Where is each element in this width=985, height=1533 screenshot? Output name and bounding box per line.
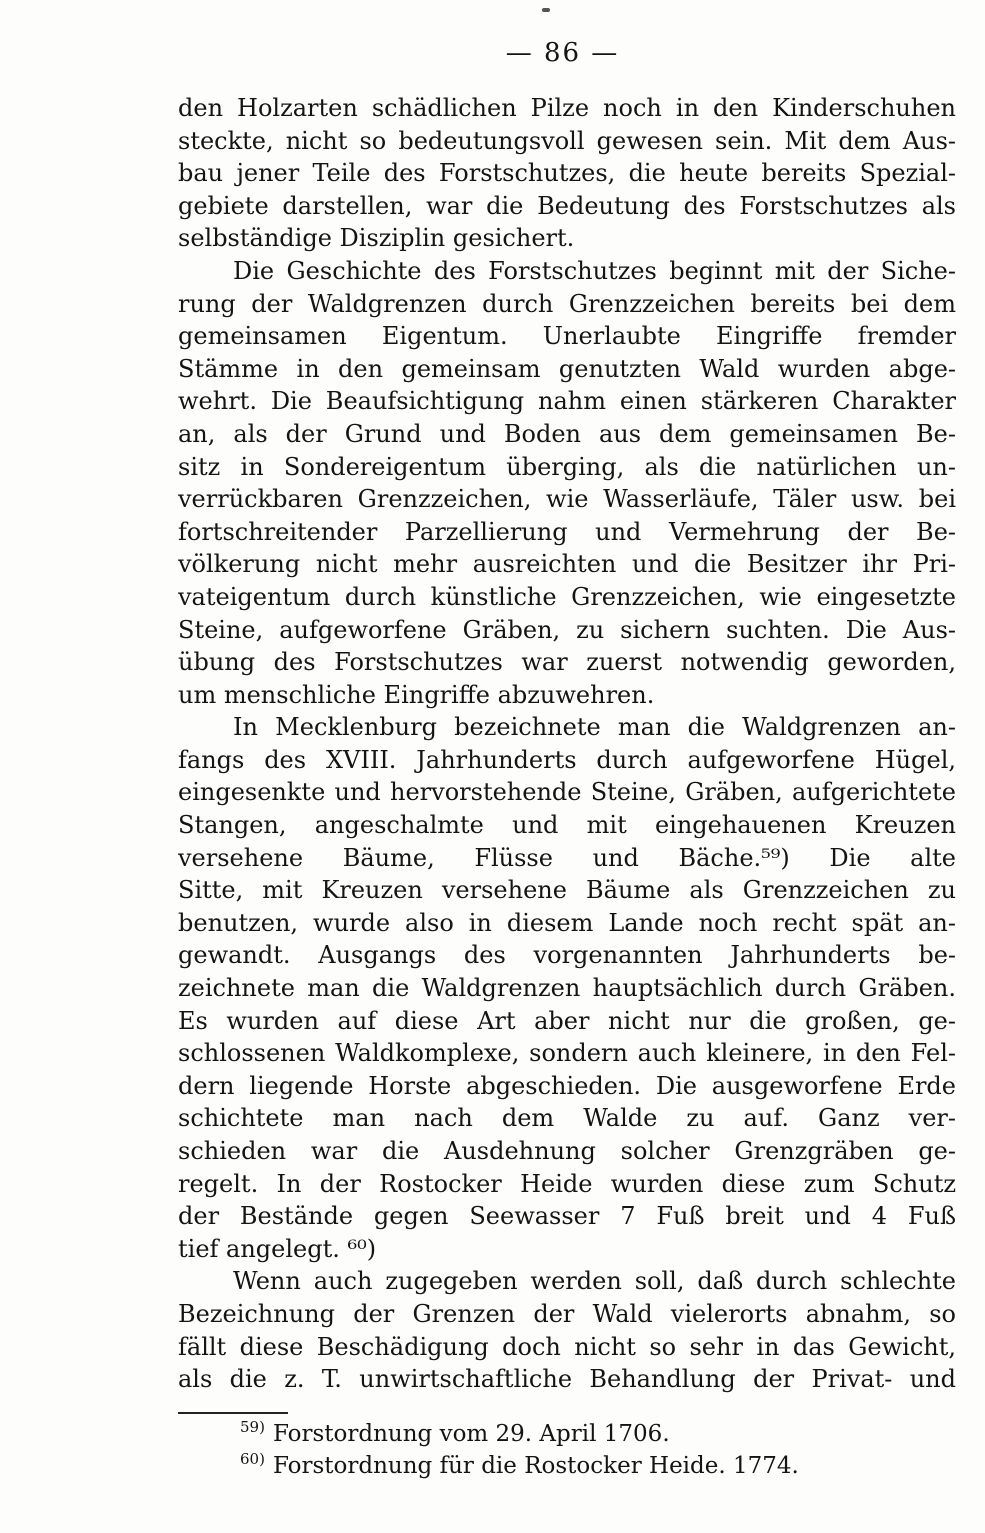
text-line: Stämme in den gemeinsam genutzten Wald wurden abge- (178, 354, 956, 383)
text-line: Stangen, angeschalmte und mit eingehauenen Kreuzen (178, 811, 956, 840)
text-line: eingesenkte und hervorstehende Steine, Gräben, aufgerichtete (178, 778, 956, 807)
footnote-59 (240, 1418, 940, 1450)
text-line: gemeinsamen Eigentum. Unerlaubte Eingriffe fremder (178, 322, 956, 351)
text-line: sitz in Sondereigentum überging, als die natürlichen un- (178, 452, 956, 481)
page-number: — 86 — (505, 38, 620, 68)
text-line: als die z. T. unwirtschaftliche Behandlung der Privat- und (178, 1365, 956, 1394)
text-line: versehene Bäume, Flüsse und Bäche.⁵⁹) Die alte (178, 843, 956, 872)
text-line: fortschreitender Parzellierung und Vermehrung der Be- (178, 517, 956, 546)
text-line: völkerung nicht mehr ausreichten und die Besitzer ihr Pri- (178, 550, 956, 579)
text-line: vateigentum durch künstliche Grenzzeichen, wie eingesetzte (178, 582, 956, 611)
text-line: tief angelegt. ⁶⁰) (178, 1234, 377, 1263)
text-line: schichtete man nach dem Walde zu auf. Ganz ver- (178, 1104, 956, 1133)
footnote-60 (240, 1450, 940, 1482)
footnote-marker: 60) (240, 1450, 265, 1469)
text-line: der Bestände gegen Seewasser 7 Fuß breit und 4 Fuß (178, 1202, 956, 1231)
text-line: bau jener Teile des Forstschutzes, die heute bereits Spezial- (178, 159, 956, 188)
text-line: fällt diese Beschädigung doch nicht so sehr in das Gewicht, (178, 1332, 956, 1361)
text-line: zeichnete man die Waldgrenzen hauptsächlich durch Gräben. (178, 974, 956, 1003)
text-line: verrückbaren Grenzzeichen, wie Wasserläufe, Täler usw. bei (178, 485, 956, 514)
text-line: selbständige Disziplin gesichert. (178, 224, 575, 253)
text-line: den Holzarten schädlichen Pilze noch in den Kinderschuhen (178, 94, 956, 122)
text-line: dern liegende Horste abgeschieden. Die ausgeworfene Erde (178, 1071, 956, 1100)
text-line: gebiete darstellen, war die Bedeutung des Forstschutzes als (178, 191, 956, 220)
ink-speck (542, 8, 550, 12)
text-line: Steine, aufgeworfene Gräben, zu sichern suchten. Die Aus- (178, 615, 956, 644)
text-line: Wenn auch zugegeben werden soll, daß durch schlechte (233, 1267, 956, 1296)
text-line: regelt. In der Rostocker Heide wurden diese zum Schutz (178, 1169, 956, 1198)
body-text (178, 92, 956, 1396)
text-line: schlossenen Waldkomplexe, sondern auch kleinere, in den Fel- (178, 1039, 956, 1068)
text-line: fangs des XVIII. Jahrhunderts durch aufgeworfene Hügel, (178, 745, 956, 774)
text-line: Es wurden auf diese Art aber nicht nur die großen, ge- (178, 1006, 956, 1035)
footnote-divider (178, 1412, 288, 1414)
text-line: schieden war die Ausdehnung solcher Grenzgräben ge- (178, 1137, 956, 1165)
footnote-text: Forstordnung für die Rostocker Heide. 1774. (272, 1453, 799, 1479)
text-line: steckte, nicht so bedeutungsvoll gewesen sein. Mit dem Aus- (178, 126, 956, 155)
text-line: gewandt. Ausgangs des vorgenannten Jahrhunderts be- (178, 941, 956, 970)
text-line: rung der Waldgrenzen durch Grenzzeichen bereits bei dem (178, 289, 956, 318)
text-line: benutzen, wurde also in diesem Lande noch recht spät an- (178, 908, 956, 937)
text-line: Sitte, mit Kreuzen versehene Bäume als Grenzzeichen zu (178, 876, 956, 905)
text-line: an, als der Grund und Boden aus dem gemeinsamen Be- (178, 419, 956, 448)
footnote-marker: 59) (240, 1418, 265, 1437)
footnote-text: Forstordnung vom 29. April 1706. (272, 1421, 670, 1447)
text-line: wehrt. Die Beaufsichtigung nahm einen stärkeren Charakter (178, 387, 956, 416)
text-line: Bezeichnung der Grenzen der Wald vielerorts abnahm, so (178, 1299, 956, 1328)
text-line: In Mecklenburg bezeichnete man die Waldgrenzen an- (233, 713, 956, 742)
text-line: um menschliche Eingriffe abzuwehren. (178, 680, 655, 709)
text-line: übung des Forstschutzes war zuerst notwendig geworden, (178, 648, 956, 677)
footnotes (240, 1418, 940, 1482)
text-line: Die Geschichte des Forstschutzes beginnt mit der Siche- (233, 256, 956, 285)
